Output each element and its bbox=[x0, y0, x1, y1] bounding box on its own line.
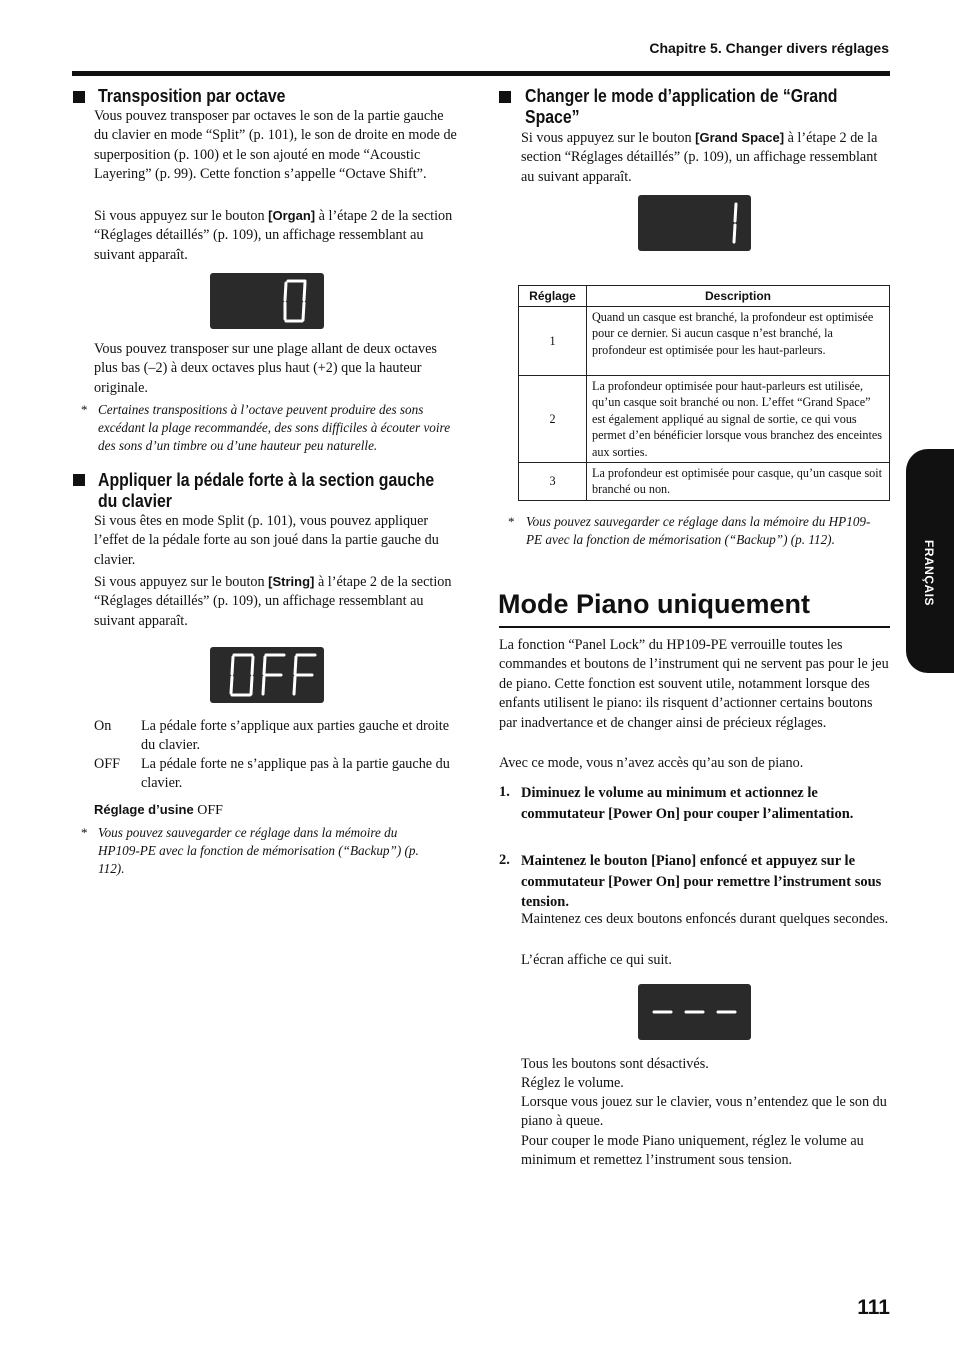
note-asterisk: * bbox=[81, 825, 88, 840]
step-number: 2. bbox=[499, 852, 510, 868]
grand-space-paragraph bbox=[521, 128, 889, 187]
chapter-header: Chapitre 5. Changer divers réglages bbox=[649, 40, 889, 56]
def-term-on: On bbox=[94, 718, 112, 734]
step2-screen-text: L’écran affiche ce qui suit. bbox=[521, 952, 672, 968]
table-cell-desc: La profondeur optimisée pour haut-parleurs est utilisée, qu’un casque soit branché ou non. L’effet “Grand Space” est également appliqué au signal de sortie, ce qui vous permet d’en bénéficier lorsque vous branchez des enceintes aux sorties. bbox=[587, 376, 890, 463]
paragraph-text: Si vous appuyez sur le bouton bbox=[521, 130, 696, 146]
damper-button-paragraph bbox=[94, 572, 461, 631]
paragraph-text: Si vous appuyez sur le bouton bbox=[94, 208, 269, 224]
section-bullet-icon bbox=[73, 91, 85, 103]
note-asterisk: * bbox=[508, 514, 515, 529]
grand-space-table bbox=[518, 285, 890, 501]
section-bullet-icon bbox=[499, 91, 511, 103]
header-rule bbox=[72, 71, 890, 76]
table-header-row bbox=[519, 286, 890, 307]
string-button-ref: [String] bbox=[268, 574, 315, 589]
piano-only-access: Avec ce mode, vous n’avez accès qu’au son de piano. bbox=[499, 755, 804, 771]
page-number: 111 bbox=[857, 1296, 890, 1319]
step-number: 1. bbox=[499, 784, 510, 800]
after-text-volume: Réglez le volume. bbox=[521, 1075, 624, 1091]
step-text: Diminuez le volume au minimum et actionnez le commutateur [Power On] pour couper l’alimentation. bbox=[521, 785, 854, 822]
def-desc-off: La pédale forte ne s’applique pas à la partie gauche du clavier. bbox=[141, 756, 450, 792]
piano-only-intro: La fonction “Panel Lock” du HP109-PE verrouille toutes les commandes et boutons de l’instrument qui ne servent pas pour le jeu de piano. Cette fonction est souvent utile, notamment lorsque des enfants utilisent le piano: ils risquent d’actionner certains boutons par inadvertance et de changer ainsi de précieux réglages. bbox=[499, 637, 889, 731]
grand-space-note: Vous pouvez sauvegarder ce réglage dans la mémoire du HP109-PE avec la fonction de mémorisation (“Backup”) (p. 112). bbox=[526, 514, 871, 547]
section-title-piano-only: Mode Piano uniquement bbox=[498, 589, 811, 619]
lcd-display-octave bbox=[210, 273, 324, 329]
lcd-display-damper bbox=[210, 647, 324, 703]
title-line: du clavier bbox=[98, 491, 172, 511]
table-cell-value: 1 bbox=[519, 307, 587, 376]
lcd-text-off bbox=[210, 647, 324, 703]
title-line: Changer le mode d’application de “Grand bbox=[525, 86, 838, 106]
lcd-digit-zero bbox=[210, 273, 324, 329]
table-header: Réglage bbox=[519, 286, 587, 307]
def-desc-on: La pédale forte s’applique aux parties gauche et droite du clavier. bbox=[141, 718, 450, 754]
title-line: Appliquer la pédale forte à la section gauche bbox=[98, 470, 435, 490]
title-rule bbox=[499, 626, 890, 628]
damper-note: Vous pouvez sauvegarder ce réglage dans la mémoire du HP109-PE avec la fonction de mémorisation (“Backup”) (p. 112). bbox=[98, 825, 419, 876]
section-title-damper bbox=[98, 470, 434, 512]
table-cell-desc: La profondeur est optimisée pour casque, qu’un casque soit branché ou non. bbox=[587, 463, 890, 501]
factory-setting-label: Réglage d’usine bbox=[94, 802, 194, 817]
after-text-grand-piano: Lorsque vous jouez sur le clavier, vous n’entendez que le son du piano à queue. bbox=[521, 1094, 887, 1130]
note-asterisk: * bbox=[81, 402, 88, 417]
table-row bbox=[519, 376, 890, 463]
grand-space-button-ref: [Grand Space] bbox=[695, 130, 785, 145]
step-text: Maintenez le bouton [Piano] enfoncé et appuyez sur le commutateur [Power On] pour remettre l’instrument sous tension. bbox=[521, 853, 882, 910]
octave-range-paragraph: Vous pouvez transposer sur une plage allant de deux octaves plus bas (–2) à deux octaves plus haut (+2) que la hauteur originale. bbox=[94, 341, 437, 396]
language-side-tab-label: FRANÇAIS bbox=[922, 540, 936, 606]
lcd-digit-one bbox=[638, 195, 751, 251]
section-bullet-icon bbox=[73, 474, 85, 486]
table-cell-value: 3 bbox=[519, 463, 587, 501]
octave-button-paragraph bbox=[94, 206, 461, 265]
factory-setting bbox=[94, 802, 223, 819]
paragraph-text: à l’étape 2 de la section “Réglages détaillés” (p. 109), un affichage ressemblant au suivant apparaît. bbox=[521, 130, 878, 185]
table-row bbox=[519, 307, 890, 376]
table-cell-value: 2 bbox=[519, 376, 587, 463]
lcd-display-grand-space bbox=[638, 195, 751, 251]
paragraph-text: à l’étape 2 de la section “Réglages détaillés” (p. 109), un affichage ressemblant au suivant apparaît. bbox=[94, 208, 453, 263]
octave-note: Certaines transpositions à l’octave peuvent produire des sons excédant la plage recommandée, des sons difficiles à écouter voire des sons d’un timbre ou d’une hauteur peu naturelle. bbox=[98, 402, 451, 453]
damper-intro-paragraph: Si vous êtes en mode Split (p. 101), vous pouvez appliquer l’effet de la pédale forte au son joué dans la partie gauche du clavier. bbox=[94, 513, 439, 568]
lcd-display-piano-only bbox=[638, 984, 751, 1040]
lcd-text-dashes bbox=[638, 984, 751, 1040]
table-row bbox=[519, 463, 890, 501]
step2-detail: Maintenez ces deux boutons enfoncés durant quelques secondes. bbox=[521, 911, 889, 927]
organ-button-ref: [Organ] bbox=[268, 208, 316, 223]
paragraph-text: à l’étape 2 de la section “Réglages détaillés” (p. 109), un affichage ressemblant au suivant apparaît. bbox=[94, 574, 452, 629]
table-cell-desc: Quand un casque est branché, la profondeur est optimisée pour ce dernier. Si aucun casque n’est branché, la profondeur est optimisée pour les haut-parleurs. bbox=[587, 307, 890, 376]
section-title-grand-space bbox=[525, 86, 837, 128]
octave-intro-paragraph: Vous pouvez transposer par octaves le son de la partie gauche du clavier en mode “Split” (p. 101), le son de droite en mode de superposition (p. 100) et le son ajouté en mode “Acoustic Layering” (p. 99). Cette fonction s’appelle “Octave Shift”. bbox=[94, 108, 457, 183]
after-text-exit: Pour couper le mode Piano uniquement, réglez le volume au minimum et remettez l’instrument sous tension. bbox=[521, 1133, 864, 1169]
section-title-octave: Transposition par octave bbox=[98, 86, 286, 106]
title-line: Space” bbox=[525, 107, 580, 127]
table-header: Description bbox=[587, 286, 890, 307]
factory-setting-value: OFF bbox=[197, 803, 223, 818]
paragraph-text: Si vous appuyez sur le bouton bbox=[94, 574, 269, 590]
after-text-buttons-off: Tous les boutons sont désactivés. bbox=[521, 1056, 709, 1072]
def-term-off: OFF bbox=[94, 756, 121, 772]
